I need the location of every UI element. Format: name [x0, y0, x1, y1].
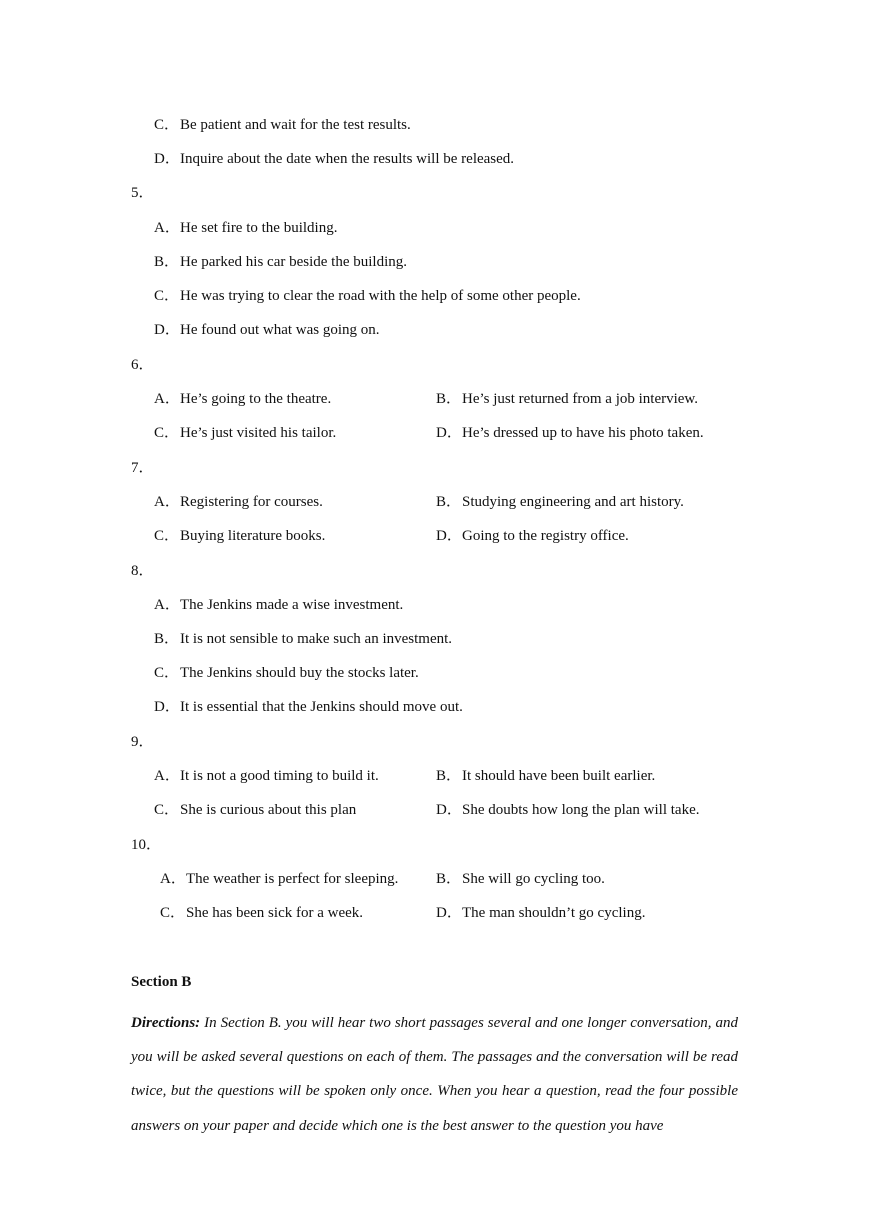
- option-text: He’s going to the theatre.: [180, 391, 332, 407]
- q10-option-d: [436, 903, 645, 923]
- option-text: It is essential that the Jenkins should move out.: [180, 699, 463, 715]
- q5-option-a: [154, 218, 337, 238]
- option-letter: B．: [154, 631, 180, 647]
- q7-option-d: [436, 526, 629, 546]
- q10-option-b: [436, 869, 605, 889]
- option-text: She doubts how long the plan will take.: [462, 802, 700, 818]
- option-text: Inquire about the date when the results will be released.: [180, 151, 515, 167]
- option-text: The Jenkins made a wise investment.: [180, 597, 404, 613]
- directions-text: In Section B. you will hear two short passages several and one longer conversation, and you will be asked several questions on each of them. The passages and the conversation will be read twice, but the questions will be spoken only once. When you hear a question, read the four possible answers on your paper and decide which one is the best answer to the question you have: [131, 1015, 738, 1134]
- option-letter: B．: [436, 391, 462, 407]
- option-letter: A．: [154, 597, 180, 613]
- option-letter: C．: [154, 528, 180, 544]
- option-text: Studying engineering and art history.: [462, 494, 684, 510]
- option-letter: D．: [154, 151, 180, 167]
- option-letter: D．: [154, 699, 180, 715]
- option-letter: D．: [436, 802, 462, 818]
- option-text: She will go cycling too.: [462, 871, 605, 887]
- q8-option-a: [154, 595, 403, 615]
- option-letter: B．: [436, 494, 462, 510]
- question-number-10: 10．: [131, 837, 162, 853]
- option-text: She is curious about this plan: [180, 802, 357, 818]
- option-text: He’s just visited his tailor.: [180, 425, 337, 441]
- q9-option-c: [154, 800, 356, 820]
- question-number-9: 9．: [131, 734, 154, 750]
- option-text: He parked his car beside the building.: [180, 254, 408, 270]
- option-letter: B．: [436, 871, 462, 887]
- q4-option-c: [154, 115, 411, 135]
- option-letter: A．: [154, 768, 180, 784]
- q9-option-a: [154, 766, 379, 786]
- option-letter: C．: [154, 117, 180, 133]
- q7-option-a: [154, 492, 323, 512]
- option-letter: C．: [154, 665, 180, 681]
- option-text: Buying literature books.: [180, 528, 326, 544]
- q5-option-c: [154, 286, 581, 306]
- option-letter: B．: [436, 768, 462, 784]
- q9-option-d: [436, 800, 699, 820]
- option-letter: C．: [154, 425, 180, 441]
- option-text: Going to the registry office.: [462, 528, 629, 544]
- option-letter: D．: [436, 425, 462, 441]
- option-letter: B．: [154, 254, 180, 270]
- q8-option-c: [154, 663, 419, 683]
- q7-option-c: [154, 526, 325, 546]
- q5-option-d: [154, 320, 380, 340]
- option-text: He’s just returned from a job interview.: [462, 391, 699, 407]
- option-text: He was trying to clear the road with the help of some other people.: [180, 288, 581, 304]
- question-number-5: 5．: [131, 185, 154, 201]
- option-text: Be patient and wait for the test results.: [180, 117, 411, 133]
- q9-option-b: [436, 766, 655, 786]
- q6-option-b: [436, 389, 698, 409]
- option-text: He found out what was going on.: [180, 322, 380, 338]
- q8-option-d: [154, 697, 463, 717]
- option-text: He set fire to the building.: [180, 220, 338, 236]
- question-number-7: 7．: [131, 460, 154, 476]
- q8-option-b: [154, 629, 452, 649]
- q10-option-a: [160, 869, 398, 889]
- option-letter: A．: [154, 494, 180, 510]
- option-text: It is not a good timing to build it.: [180, 768, 379, 784]
- option-text: The weather is perfect for sleeping.: [186, 871, 399, 887]
- option-text: She has been sick for a week.: [186, 905, 364, 921]
- option-letter: C．: [154, 288, 180, 304]
- section-b-directions: [131, 1006, 738, 1143]
- question-number-8: 8．: [131, 563, 154, 579]
- option-text: The Jenkins should buy the stocks later.: [180, 665, 419, 681]
- q6-option-c: [154, 423, 336, 443]
- q10-option-c: [160, 903, 363, 923]
- option-letter: D．: [436, 528, 462, 544]
- option-letter: D．: [436, 905, 462, 921]
- directions-label: Directions:: [131, 1015, 201, 1031]
- option-text: The man shouldn’t go cycling.: [462, 905, 646, 921]
- q5-option-b: [154, 252, 407, 272]
- q7-option-b: [436, 492, 684, 512]
- option-letter: A．: [160, 871, 186, 887]
- option-letter: D．: [154, 322, 180, 338]
- option-text: It should have been built earlier.: [462, 768, 656, 784]
- option-text: He’s dressed up to have his photo taken.: [462, 425, 704, 441]
- option-text: It is not sensible to make such an investment.: [180, 631, 453, 647]
- option-letter: C．: [154, 802, 180, 818]
- section-b-title: Section B: [131, 974, 192, 990]
- q6-option-d: [436, 423, 704, 443]
- option-letter: A．: [154, 391, 180, 407]
- q6-option-a: [154, 389, 331, 409]
- option-letter: C．: [160, 905, 186, 921]
- option-letter: A．: [154, 220, 180, 236]
- question-number-6: 6．: [131, 357, 154, 373]
- option-text: Registering for courses.: [180, 494, 323, 510]
- q4-option-d: [154, 149, 514, 169]
